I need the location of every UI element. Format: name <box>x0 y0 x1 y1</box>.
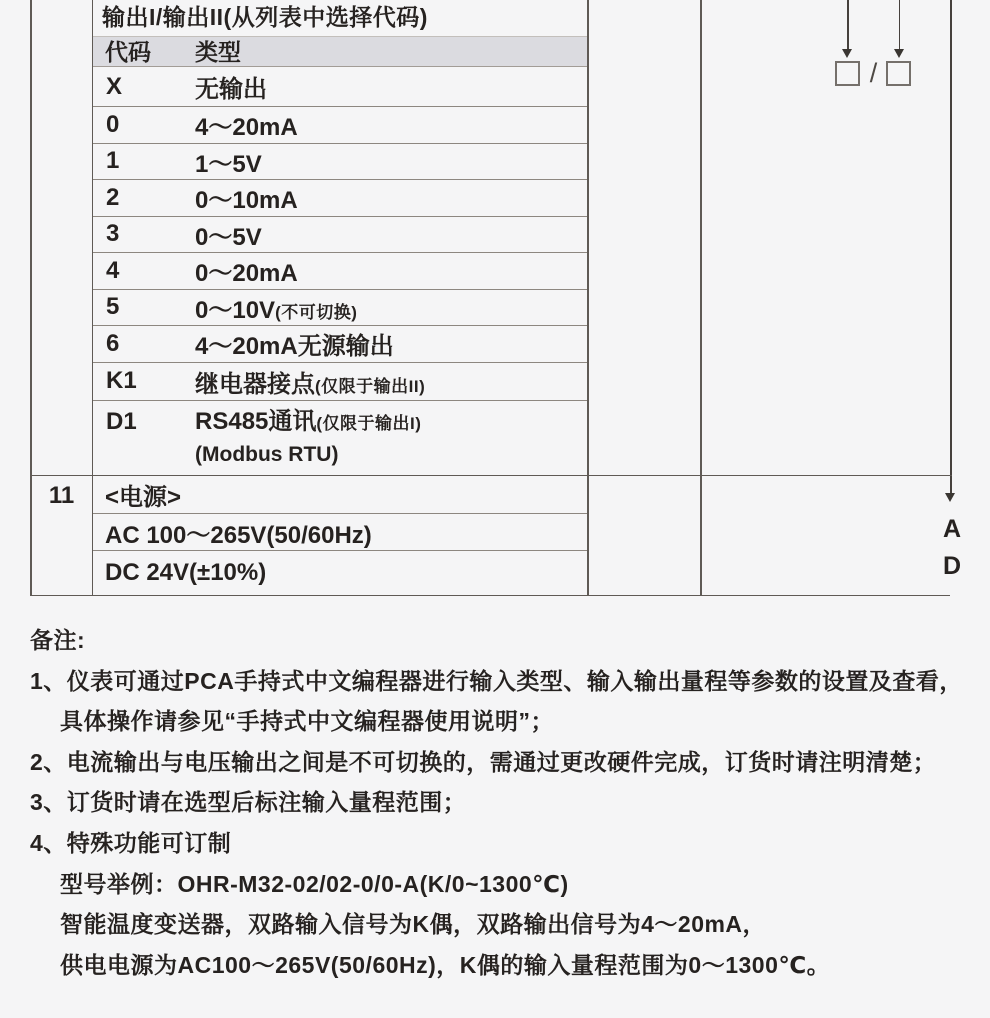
power-code-ac: A <box>942 515 962 543</box>
type-text: 0～10V <box>195 296 276 324</box>
table-col3-border <box>700 0 702 596</box>
power-section <box>93 476 587 596</box>
notes-heading: 备注: <box>30 627 86 653</box>
power-code-stack <box>939 511 965 584</box>
code-row-3 <box>93 217 587 254</box>
power-section-title: <电源> <box>93 476 587 515</box>
output-section-title: 输出I/输出II(从列表中选择代码) <box>102 4 428 30</box>
table-right-border-arrow-stem <box>950 0 952 494</box>
code-cell: D1 <box>106 407 137 435</box>
code-cell: K1 <box>106 367 137 394</box>
code-cell: 0 <box>106 110 120 138</box>
output2-code-box <box>886 61 911 86</box>
power-option-dc: DC 24V(±10%) <box>105 559 267 587</box>
notes-section <box>30 620 978 985</box>
output2-arrowhead-icon <box>894 49 904 58</box>
power-option-ac: AC 100～265V(50/60Hz) <box>93 514 587 551</box>
type-text: 4～20mA无源输出 <box>195 333 394 361</box>
type-cell <box>195 180 587 215</box>
type-note: (仅限于输出I) <box>316 413 422 433</box>
type-note: (仅限于输出II) <box>315 376 426 396</box>
code-cell: 3 <box>106 220 120 248</box>
d1-type-main: RS485通讯 <box>195 407 317 435</box>
type-text: 0～20mA <box>195 260 298 288</box>
type-text: 1～5V <box>195 150 262 178</box>
code-row-x <box>93 67 587 107</box>
type-text <box>195 407 587 439</box>
code-row-5 <box>93 290 587 327</box>
power-code-dc: D <box>942 551 962 580</box>
type-text: 4～20mA <box>195 114 298 142</box>
output1-code-box <box>835 61 860 86</box>
note-line: 智能温度变送器，双路输入信号为K偶，双路输出信号为4～20mA， <box>60 911 767 938</box>
d1-protocol-text: (Modbus RTU) <box>195 442 339 466</box>
code-cell: 4 <box>106 256 120 284</box>
type-cell <box>195 253 587 288</box>
type-cell <box>195 217 587 252</box>
table-col2-border <box>587 0 589 596</box>
type-cell <box>195 364 587 399</box>
type-text: 继电器接点 <box>195 370 315 398</box>
output2-arrow-stem <box>899 0 901 49</box>
type-cell <box>195 107 587 142</box>
type-text: 0～5V <box>195 223 262 251</box>
output-code-table <box>93 0 587 475</box>
type-note: (不可切换) <box>275 302 358 322</box>
code-cell: 1 <box>106 147 120 175</box>
type-text: 无输出 <box>195 76 267 103</box>
note-line: 3、订货时请在选型后标注输入量程范围； <box>30 789 467 816</box>
power-row-number: 11 <box>48 481 75 509</box>
output1-arrowhead-icon <box>842 49 852 58</box>
code-row-k1 <box>93 363 587 401</box>
note-line: 4、特殊功能可订制 <box>30 829 232 856</box>
note-line: 1、仪表可通过PCA手持式中文编程器进行输入类型、输入输出量程等参数的设置及查看， <box>30 667 963 694</box>
code-row-1 <box>93 144 587 181</box>
code-table-header-row <box>93 36 587 67</box>
type-cell <box>195 69 587 104</box>
code-row-2 <box>93 180 587 217</box>
code-cell: 2 <box>106 183 120 211</box>
note-line: 供电电源为AC100～265V(50/60Hz)，K偶的输入量程范围为0～1300℃。 <box>60 951 831 978</box>
note-line-model-example: 型号举例：OHR-M32-02/02-0/0-A(K/0~1300℃) <box>60 870 569 897</box>
type-text: 0～10mA <box>195 187 298 215</box>
code-row-0 <box>93 107 587 144</box>
column-header-type: 类型 <box>195 39 241 65</box>
type-cell <box>195 326 587 361</box>
code-cell: X <box>106 72 123 100</box>
column-header-code: 代码 <box>105 39 151 65</box>
note-line: 具体操作请参见“手持式中文编程器使用说明”； <box>60 708 554 735</box>
type-cell <box>195 144 587 179</box>
power-arrowhead-icon <box>945 493 955 502</box>
code-separator-slash: / <box>869 58 878 88</box>
type-cell <box>195 407 587 471</box>
type-cell <box>195 290 587 325</box>
note-line: 2、电流输出与电压输出之间是不可切换的，需通过更改硬件完成，订货时请注明清楚； <box>30 748 937 775</box>
code-row-6 <box>93 326 587 363</box>
code-row-4 <box>93 253 587 290</box>
code-cell: 5 <box>106 293 120 321</box>
output1-arrow-stem <box>847 0 849 49</box>
code-cell: 6 <box>106 329 120 357</box>
code-row-d1 <box>93 401 587 476</box>
